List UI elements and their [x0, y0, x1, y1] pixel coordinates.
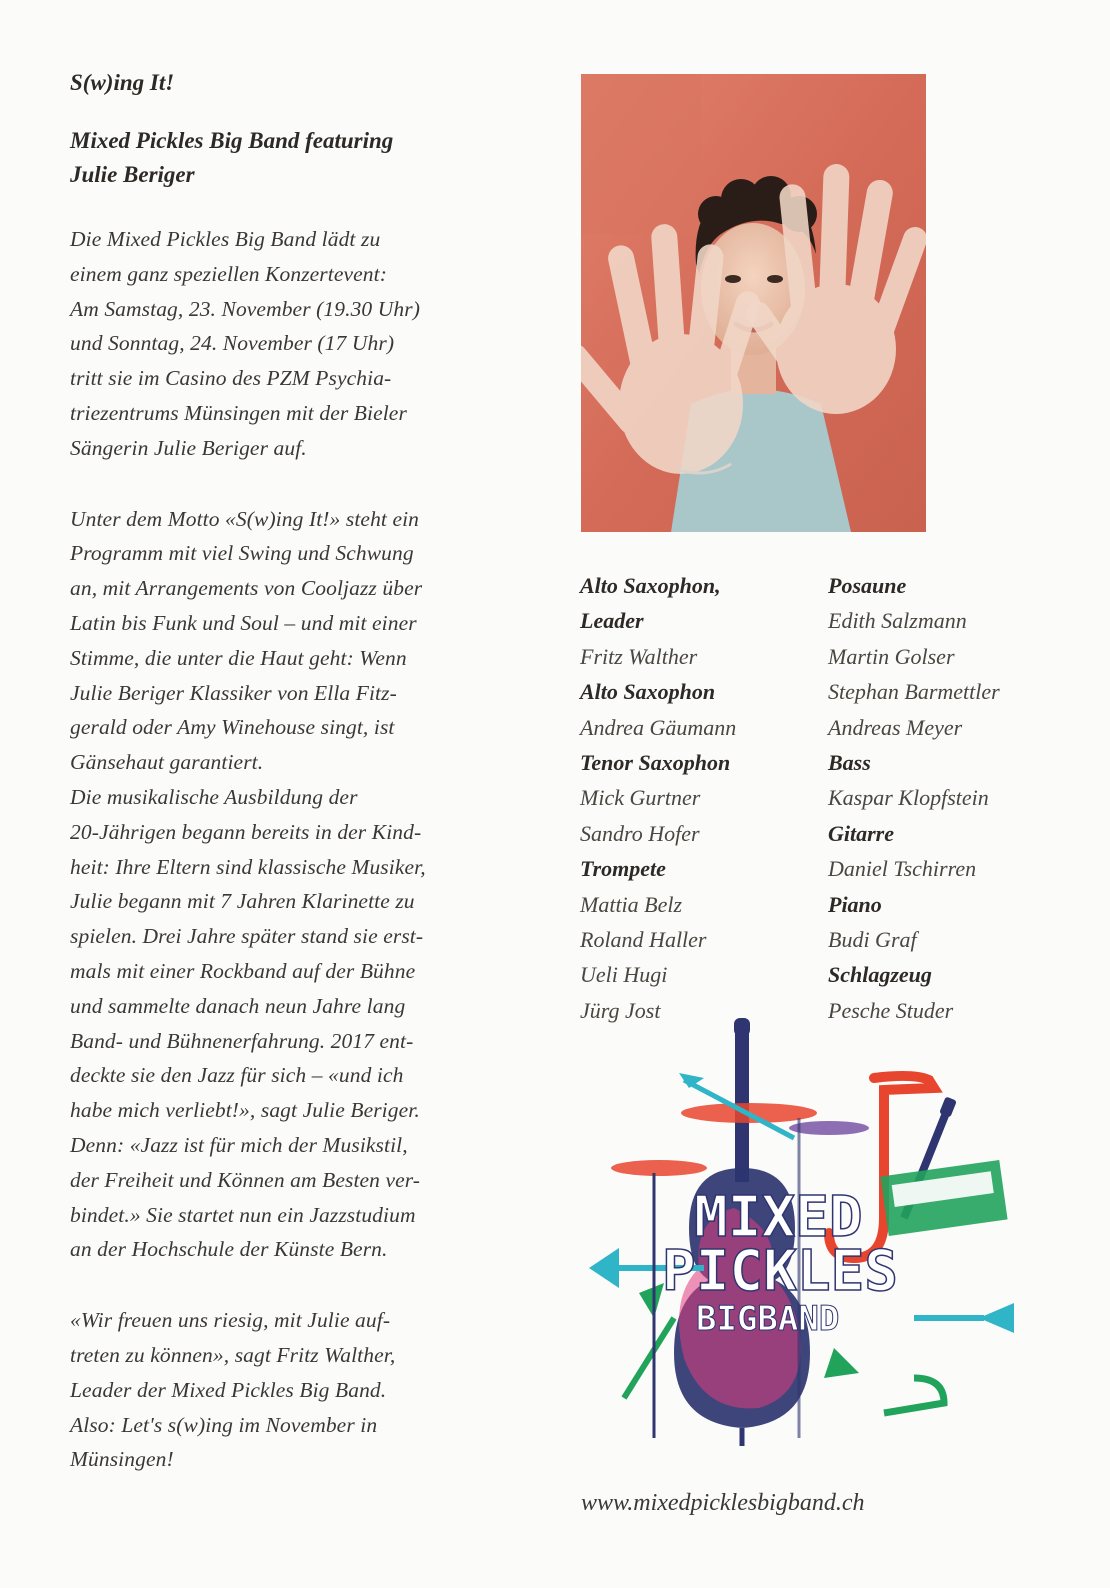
body-paragraph: [70, 502, 540, 1268]
text-line: triezentrums Münsingen mit der Bieler: [70, 400, 407, 425]
text-line: und Sonntag, 24. November (17 Uhr): [70, 331, 395, 356]
roster-member: Andreas Meyer: [828, 714, 963, 740]
roster-role: Piano: [828, 891, 882, 917]
text-line: Die Mixed Pickles Big Band lädt zu: [70, 227, 381, 251]
roster-role: Alto Saxophon,: [580, 573, 721, 598]
piano-icon: [880, 1160, 1007, 1236]
text-line: Gänsehaut garantiert.: [70, 750, 264, 775]
roster-role: Bass: [828, 750, 871, 776]
roster-column: [580, 568, 820, 1028]
roster-member: Pesche Studer: [828, 997, 954, 1023]
roster-member: Jürg Jost: [580, 997, 661, 1023]
text-line: und sammelte danach neun Jahre lang: [70, 993, 406, 1018]
logo-text-pickles: PICKLES: [662, 1239, 899, 1304]
text-line: gerald oder Amy Winehouse singt, ist: [70, 715, 395, 740]
roster-role: Alto Saxophon: [580, 679, 716, 705]
kicker: S(w)ing It!: [70, 70, 175, 95]
text-line: Programm mit viel Swing und Schwung: [70, 541, 414, 566]
text-line: Unter dem Motto «S(w)ing It!» steht ein: [70, 506, 420, 531]
roster-member: Martin Golser: [828, 643, 955, 669]
text-line: Latin bis Funk und Soul – und mit einer: [70, 610, 417, 635]
text-line: «Wir freuen uns riesig, mit Julie auf-: [70, 1308, 391, 1333]
text-line: spielen. Drei Jahre später stand sie erst-: [70, 924, 424, 949]
closing-paragraph: [70, 1303, 540, 1477]
text-line: Am Samstag, 23. November (19.30 Uhr): [70, 296, 420, 321]
band-logo: [584, 1018, 1016, 1446]
roster-member: Sandro Hofer: [580, 820, 700, 846]
text-line: Band- und Bühnenerfahrung. 2017 ent-: [70, 1028, 414, 1053]
roster-role: Schlagzeug: [828, 962, 932, 988]
text-line: bindet.» Sie startet nun ein Jazzstudium: [70, 1202, 416, 1227]
text-line: an der Hochschule der Künste Bern.: [70, 1237, 388, 1262]
roster-role: Posaune: [828, 573, 907, 598]
roster-role: Trompete: [580, 856, 666, 882]
article: [70, 66, 540, 1477]
text-line: 20-Jährigen begann bereits in der Kind-: [70, 819, 422, 844]
text-line: Also: Let's s(w)ing im November in: [70, 1412, 378, 1437]
logo-text-bigband: BIGBAND: [696, 1299, 840, 1339]
text-line: Sängerin Julie Beriger auf.: [70, 435, 307, 460]
headline-line: Julie Beriger: [70, 162, 195, 187]
roster-member: Roland Haller: [580, 927, 707, 953]
text-line: an, mit Arrangements von Cooljazz über: [70, 576, 423, 601]
headline-line: Mixed Pickles Big Band featuring: [70, 128, 394, 153]
roster-member: Budi Graf: [828, 927, 917, 953]
roster-member: Stephan Barmettler: [828, 679, 1000, 705]
website-url[interactable]: www.mixedpicklesbigband.ch: [581, 1490, 865, 1516]
roster-member: Fritz Walther: [580, 643, 698, 669]
singer-photo: [581, 74, 926, 532]
text-line: der Freiheit und Können am Besten ver-: [70, 1167, 421, 1192]
roster-member: Ueli Hugi: [580, 962, 668, 988]
roster-column: [828, 568, 1088, 1028]
headline: [70, 124, 540, 192]
text-line: mals mit einer Rockband auf der Bühne: [70, 958, 416, 983]
roster-member: Andrea Gäumann: [580, 714, 737, 740]
roster-member: Daniel Tschirren: [828, 856, 977, 882]
text-line: treten zu können», sagt Fritz Walther,: [70, 1342, 396, 1367]
roster-role: Leader: [580, 608, 644, 634]
text-line: heit: Ihre Eltern sind klassische Musiker,: [70, 854, 426, 879]
text-line: Leader der Mixed Pickles Big Band.: [70, 1377, 387, 1402]
text-line: Die musikalische Ausbildung der: [70, 784, 358, 809]
text-line: einem ganz speziellen Konzertevent:: [70, 261, 387, 286]
text-line: Stimme, die unter die Haut geht: Wenn: [70, 645, 407, 670]
logo-text-mixed: MIXED: [694, 1185, 863, 1250]
roster-member: Mick Gurtner: [580, 785, 701, 811]
text-line: deckte sie den Jazz für sich – «und ich: [70, 1063, 404, 1088]
text-line: habe mich verliebt!», sagt Julie Beriger.: [70, 1098, 420, 1123]
text-line: Julie begann mit 7 Jahren Klarinette zu: [70, 889, 415, 914]
roster-role: Tenor Saxophon: [580, 750, 731, 776]
roster-member: Mattia Belz: [580, 891, 683, 917]
text-line: Münsingen!: [70, 1447, 174, 1472]
roster-role: Gitarre: [828, 820, 894, 846]
intro-paragraph: [70, 222, 540, 466]
text-line: Julie Beriger Klassiker von Ella Fitz-: [70, 680, 397, 705]
roster-member: Edith Salzmann: [828, 608, 967, 634]
text-line: Denn: «Jazz ist für mich der Musikstil,: [70, 1132, 408, 1157]
text-line: tritt sie im Casino des PZM Psychia-: [70, 366, 392, 391]
roster-member: Kaspar Klopfstein: [828, 785, 989, 811]
